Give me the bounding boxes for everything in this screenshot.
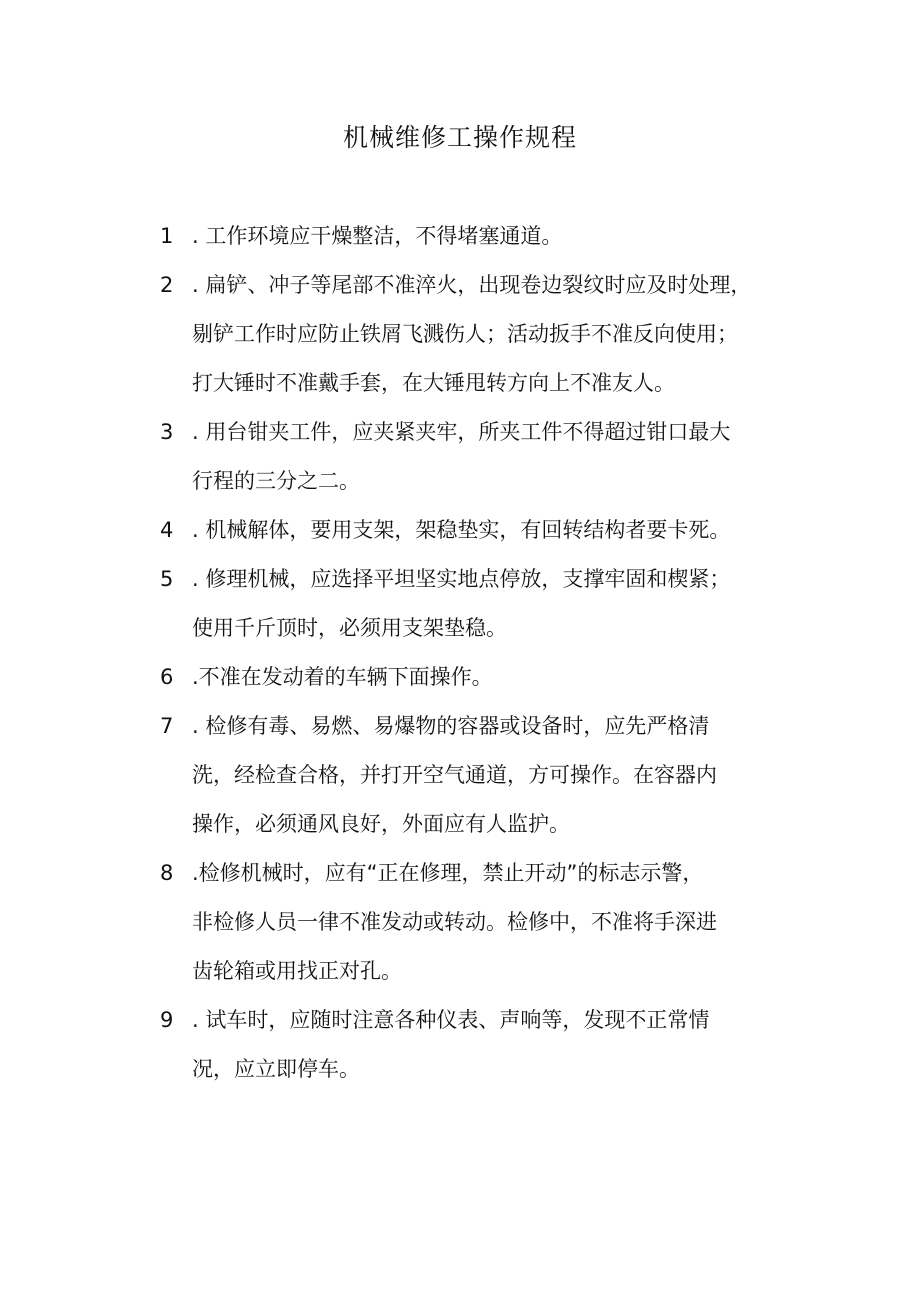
rule-text-line: . 检修有毒、易燃、易爆物的容器或设备时，应先严格清 [192,714,710,738]
rule-item [160,555,810,653]
rule-text-line: .检修机械时，应有“正在修理，禁止开动”的标志示警， [192,861,704,885]
rule-text-line: 打大锤时不准戴手套，在大锤甩转方向上不准友人。 [192,371,675,395]
rules-list [160,212,810,1094]
rule-number: 8 [160,861,174,885]
rule-number: 5 [160,567,174,591]
rule-text-line: 况，应立即停车。 [192,1057,360,1081]
rule-text-line: .不准在发动着的车辆下面操作。 [192,665,493,689]
rule-number: 9 [160,1008,174,1032]
rule-item [160,212,810,261]
rule-text-line: 剔铲工作时应防止铁屑飞溅伤人；活动扳手不准反向使用； [192,322,738,346]
rule-number: 4 [160,518,174,542]
rule-text [192,653,810,702]
rule-text-line: 行程的三分之二。 [192,469,360,493]
rule-text [192,849,810,996]
rule-number: 7 [160,714,174,738]
rule-text [192,212,810,261]
rule-text [192,261,810,408]
rule-item [160,261,810,408]
rule-number: 1 [160,224,174,248]
document-title: 机械维修工操作规程 [342,123,577,152]
rule-text [192,996,810,1094]
rule-item [160,996,810,1094]
rule-text [192,555,810,653]
rule-text [192,408,810,506]
rule-text-line: . 扁铲、冲子等尾部不准淬火，出现卷边裂纹时应及时处理， [192,273,752,297]
rule-text-line: . 试车时，应随时注意各种仪表、声响等，发现不正常情 [192,1008,710,1032]
rule-text [192,506,810,555]
rule-number: 6 [160,665,174,689]
rule-text [192,702,810,849]
rule-text-line: 齿轮箱或用找正对孔。 [192,959,402,983]
rule-text-line: . 工作环境应干燥整洁，不得堵塞通道。 [192,224,563,248]
rule-item [160,408,810,506]
rule-item [160,653,810,702]
rule-text-line: . 机械解体，要用支架，架稳垫实，有回转结构者要卡死。 [192,518,731,542]
rule-number: 3 [160,420,174,444]
rule-text-line: 洗，经检查合格，并打开空气通道，方可操作。在容器内 [192,763,717,787]
rule-text-line: . 用台钳夹工件，应夹紧夹牢，所夹工件不得超过钳口最大 [192,420,731,444]
rule-item [160,702,810,849]
rule-text-line: 使用千斤顶时，必须用支架垫稳。 [192,616,507,640]
rule-text-line: 操作，必须通风良好，外面应有人监护。 [192,812,570,836]
rule-number: 2 [160,273,174,297]
rule-item [160,849,810,996]
rule-text-line: . 修理机械，应选择平坦坚实地点停放，支撑牢固和楔紧； [192,567,731,591]
rule-text-line: 非检修人员一律不准发动或转动。检修中，不准将手深进 [192,910,717,934]
rule-item [160,506,810,555]
